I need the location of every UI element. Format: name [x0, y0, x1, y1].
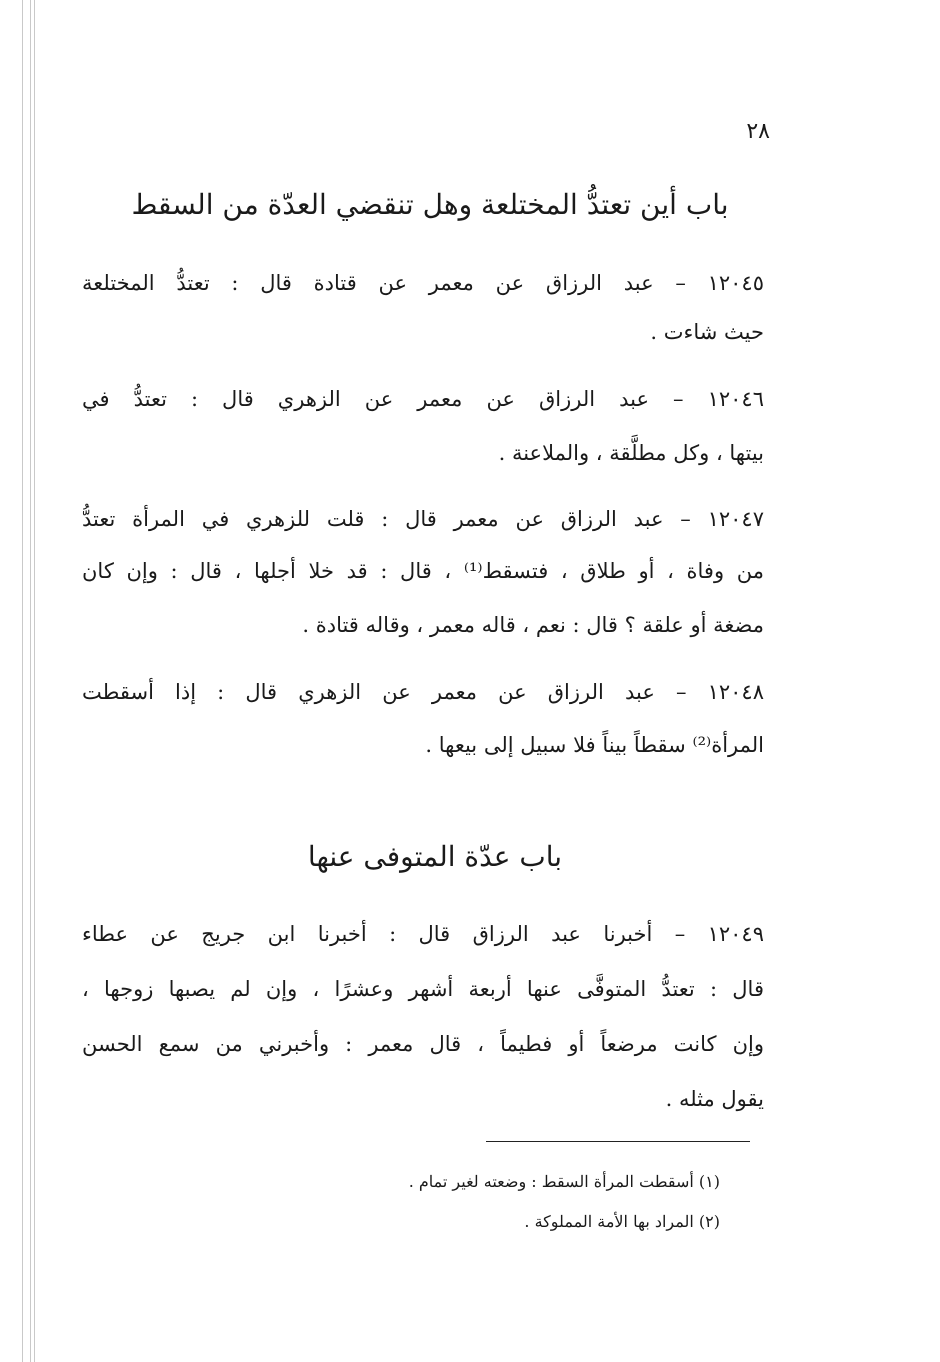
entry-12046-line-2: بيتها ، وكل مطلَّقة ، والملاعنة . — [498, 441, 764, 465]
entry-12045-line-1: ١٢٠٤٥ – عبد الرزاق عن معمر عن قتادة قال : تعتدُّ المختلعة — [82, 271, 764, 295]
entry-12047-line-1: ١٢٠٤٧ – عبد الرزاق عن معمر قال : قلت للزهري في المرأة تعتدُّ — [82, 507, 764, 531]
entry-12047-line-3: مضغة أو علقة ؟ قال : نعم ، قاله معمر ، وقاله قتادة . — [302, 613, 764, 637]
entry-12049-line-3: وإن كانت مرضعاً أو فطيماً ، قال معمر : وأخبرني من سمع الحسن — [82, 1032, 764, 1056]
entry-12049-line-4: يقول مثله . — [665, 1087, 764, 1111]
entry-12047-line-2: من وفاة ، أو طلاق ، فتسقط⁽¹⁾ ، قال : قد خلا أجلها ، قال : وإن كان — [82, 559, 764, 583]
scan-margin-line — [22, 0, 23, 1362]
entry-12048-line-2: المرأة⁽²⁾ سقطاً بيناً فلا سبيل إلى بيعها . — [425, 733, 764, 757]
entry-12049-line-1: ١٢٠٤٩ – أخبرنا عبد الرزاق قال : أخبرنا ابن جريج عن عطاء — [82, 922, 764, 946]
footnote-1: (١) أسقطت المرأة السقط : وضعته لغير تمام . — [408, 1172, 720, 1191]
chapter-heading: باب عدّة المتوفى عنها — [307, 840, 563, 873]
entry-12048-line-1: ١٢٠٤٨ – عبد الرزاق عن معمر عن الزهري قال : إذا أسقطت — [82, 680, 764, 704]
scan-margin-line — [34, 0, 35, 1362]
entry-12045-line-2: حيث شاءت . — [650, 320, 764, 344]
footnote-separator — [486, 1141, 750, 1142]
chapter-heading: باب أين تعتدُّ المختلعة وهل تنقضي العدّة من السقط — [131, 188, 729, 221]
entry-12049-line-2: قال : تعتدُّ المتوفَّى عنها أربعة أشهر وعشرًا ، وإن لم يصبها زوجها ، — [82, 977, 764, 1001]
page-number: ٢٨ — [746, 119, 770, 144]
entry-12046-line-1: ١٢٠٤٦ – عبد الرزاق عن معمر عن الزهري قال : تعتدُّ في — [82, 387, 764, 411]
scan-margin-line — [30, 0, 31, 1362]
footnote-2: (٢) المراد بها الأمة المملوكة . — [524, 1212, 720, 1231]
